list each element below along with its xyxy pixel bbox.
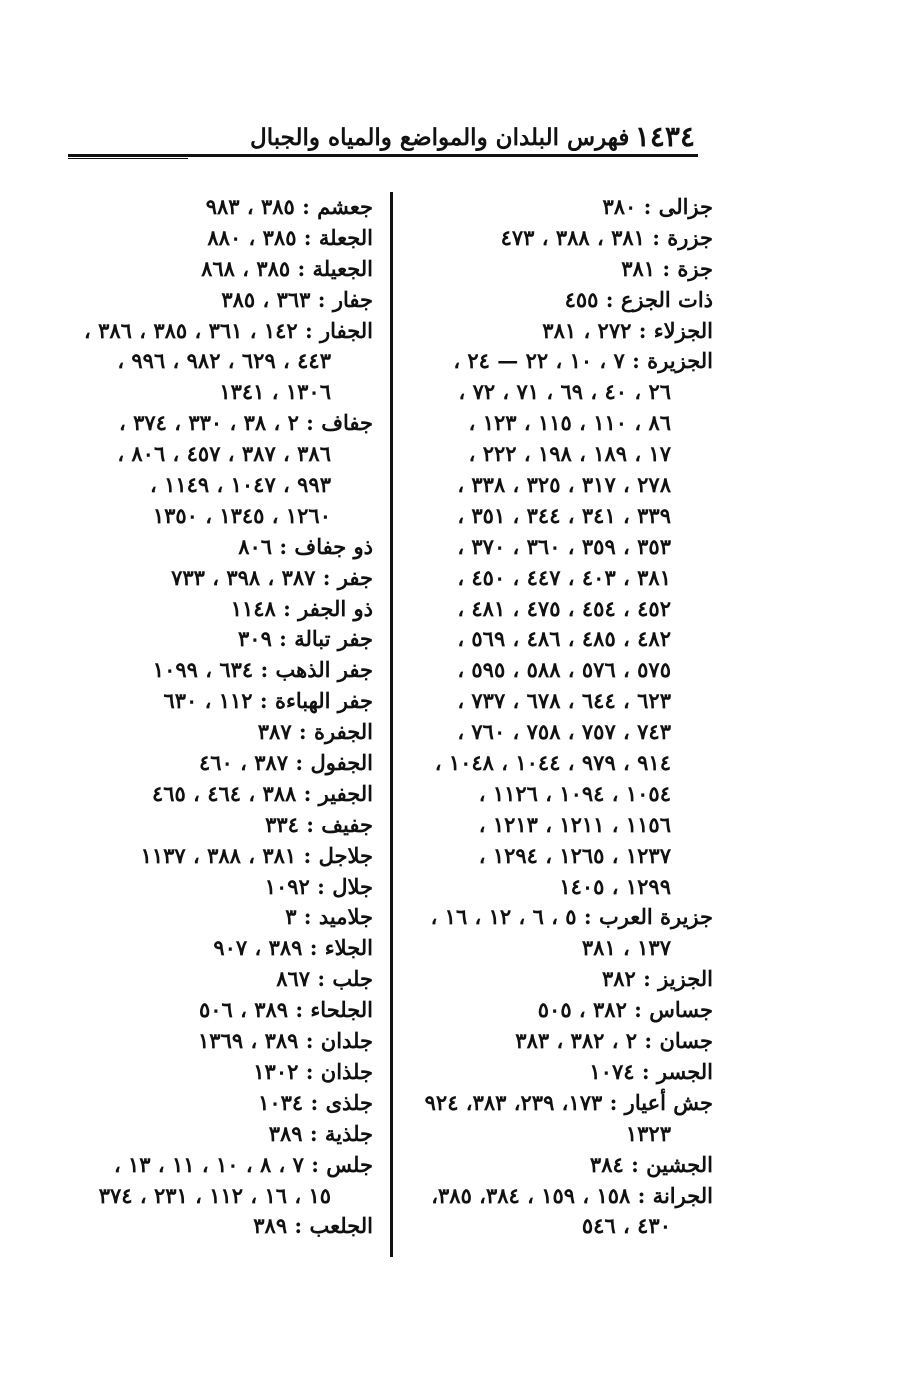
index-entry: جعشم : ٣٨٥ ، ٩٨٣ [205,194,373,219]
index-entry: جلذى : ١٠٣٤ [258,1089,373,1115]
index-entry: جفاف : ٢ ، ٣٨ ، ٣٣٠ ، ٣٧٤ ، [119,410,373,436]
index-entry-continuation: ١٣٧ ، ٣٨١ [581,935,671,961]
index-entry: الجعيلة : ٣٨٥ ، ٨٦٨ [201,255,373,281]
index-entry-continuation: ٢٦ ، ٤٠ ، ٦٩ ، ٧١ ، ٧٢ ، [458,379,671,405]
header-rule-tail [68,158,188,159]
index-entry-continuation: ١٢٩٩ ، ١٤٠٥ [559,873,671,899]
index-entry: الجزيرة : ٧ ، ١٠ ، ٢٢ — ٢٤ ، [453,348,713,374]
index-entry-continuation: ١٧ ، ١٨٩ ، ١٩٨ ، ٢٢٢ ، [468,441,671,467]
index-entry: الجزلاء : ٢٧٢ ، ٣٨١ [542,317,713,343]
index-entry-continuation: ١٣٢٣ [625,1120,671,1146]
index-entry: الجفول : ٣٨٧ ، ٤٦٠ [199,750,373,776]
index-entry: الجفير : ٣٨٨ ، ٤٦٤ ، ٤٦٥ [151,780,373,806]
index-entry: ذات الجزع : ٤٥٥ [564,286,713,312]
index-entry: جفر تبالة : ٣٠٩ [238,626,373,652]
index-entry-continuation: ٨٦ ، ١١٠ ، ١١٥ ، ١٢٣ ، [468,410,671,436]
index-entry: جلدان : ٣٨٩ ، ١٣٦٩ [198,1028,373,1054]
index-entry: الجزيز : ٣٨٢ [601,966,713,992]
index-entry: ذو جفاف : ٨٠٦ [238,533,373,559]
index-entry-continuation: ٦٢٣ ، ٦٤٤ ، ٦٧٨ ، ٧٣٧ ، [457,688,671,714]
index-entry-continuation: ٧٤٣ ، ٧٥٧ ، ٧٥٨ ، ٧٦٠ ، [457,719,671,745]
index-entry-continuation: ٤٥٢ ، ٤٥٤ ، ٤٧٥ ، ٤٨١ ، [457,595,671,621]
page-header [70,118,695,158]
index-entry: الجلحاء : ٣٨٩ ، ٥٠٦ [198,997,373,1023]
index-entry: جلب : ٨٦٧ [276,966,373,992]
index-entry-continuation: ٣٨٦ ، ٣٨٧ ، ٤٥٧ ، ٨٠٦ ، [117,441,331,467]
index-entry-continuation: ١٠٥٤ ، ١٠٩٤ ، ١١٢٦ ، [478,780,671,806]
index-entry: الجفرة : ٣٨٧ [257,719,373,745]
running-title: فهرس البلدان والمواضع والمياه والجبال [250,124,630,151]
index-entry: جلاميد : ٣ [285,904,373,930]
index-entry-continuation: ٢٧٨ ، ٣١٧ ، ٣٢٥ ، ٣٣٨ ، [457,472,671,498]
index-entry: الجفار : ١٤٢ ، ٣٦١ ، ٣٨٥ ، ٣٨٦ ، [83,317,373,343]
index-entry: جساس : ٣٨٢ ، ٥٠٥ [537,997,713,1023]
index-entry-continuation: ١٢٣٧ ، ١٢٦٥ ، ١٢٩٤ ، [478,842,671,868]
index-entry: الجعلة : ٣٨٥ ، ٨٨٠ [207,224,373,250]
index-entry-continuation: ٩٩٣ ، ١٠٤٧ ، ١١٤٩ ، [150,472,331,498]
index-entry: جلذان : ١٣٠٢ [253,1058,373,1084]
index-entry: الجرانة : ١٥٨ ، ١٥٩ ، ٣٨٤، ٣٨٥، [431,1182,713,1208]
index-entry: جلذية : ٣٨٩ [268,1120,373,1146]
index-entry-continuation: ٣٨١ ، ٤٠٣ ، ٤٤٧ ، ٤٥٠ ، [457,564,671,590]
index-entry: جزرة : ٣٨١ ، ٣٨٨ ، ٤٧٣ [500,224,713,250]
index-entry-continuation: ٩١٤ ، ٩٧٩ ، ١٠٤٤ ، ١٠٤٨ ، [434,750,671,776]
index-entry: جزة : ٣٨١ [621,255,713,281]
index-entry-continuation: ٤٨٢ ، ٤٨٥ ، ٤٨٦ ، ٥٦٩ ، [457,626,671,652]
index-column-left [73,192,373,1242]
index-entry-continuation: ١٥ ، ١٦ ، ١١٢ ، ٢٣١ ، ٣٧٤ [98,1182,331,1208]
index-entry-continuation: ١٢٦٠ ، ١٣٤٥ ، ١٣٥٠ [152,502,331,528]
index-entry: جسان : ٢ ، ٣٨٢ ، ٣٨٣ [515,1028,713,1054]
index-entry-continuation: ١١٥٦ ، ١٢١١ ، ١٢١٣ ، [478,811,671,837]
column-divider [390,192,393,1257]
header-rule [68,154,698,157]
index-entry: جفر الذهب : ٦٣٤ ، ١٠٩٩ [152,657,373,683]
index-entry: جلاجل : ٣٨١ ، ٣٨٨ ، ١١٣٧ [140,842,373,868]
index-entry: جفار : ٣٦٣ ، ٣٨٥ [221,286,373,312]
index-entry: جفيف : ٣٣٤ [265,811,373,837]
page-number: ١٤٣٤ [634,120,695,153]
index-entry-continuation: ٤٣٠ ، ٥٤٦ [581,1213,671,1239]
index-entry: الجلاء : ٣٨٩ ، ٩٠٧ [213,935,373,961]
index-column-right [413,192,713,1242]
index-entry: الجشين : ٣٨٤ [589,1151,713,1177]
index-entry: جزيرة العرب : ٥ ، ٦ ، ١٢ ، ١٦ ، [430,904,713,930]
index-entry: جفر : ٣٨٧ ، ٣٩٨ ، ٧٣٣ [171,564,373,590]
index-entry-continuation: ٤٤٣ ، ٦٢٩ ، ٩٨٢ ، ٩٩٦ ، [117,348,331,374]
index-entry: جزالى : ٣٨٠ [602,194,713,219]
index-entry: الجسر : ١٠٧٤ [589,1058,713,1084]
index-entry-continuation: ٣٣٩ ، ٣٤١ ، ٣٤٤ ، ٣٥١ ، [457,502,671,528]
index-entry: جلال : ١٠٩٢ [264,873,373,899]
index-entry: الجلعب : ٣٨٩ [253,1213,373,1239]
index-entry-continuation: ٥٧٥ ، ٥٧٦ ، ٥٨٨ ، ٥٩٥ ، [457,657,671,683]
index-entry-continuation: ١٣٠٦ ، ١٣٤١ [219,379,331,405]
index-entry: ذو الجفر : ١١٤٨ [230,595,373,621]
index-entry: جش أعيار : ١٧٣، ٢٣٩، ٣٨٣، ٩٢٤ [424,1089,713,1115]
index-entry: جلس : ٧ ، ٨ ، ١٠ ، ١١ ، ١٣ ، [113,1151,373,1177]
index-entry-continuation: ٣٥٣ ، ٣٥٩ ، ٣٦٠ ، ٣٧٠ ، [457,533,671,559]
index-entry: جفر الهباءة : ١١٢ ، ٦٣٠ [163,688,373,714]
